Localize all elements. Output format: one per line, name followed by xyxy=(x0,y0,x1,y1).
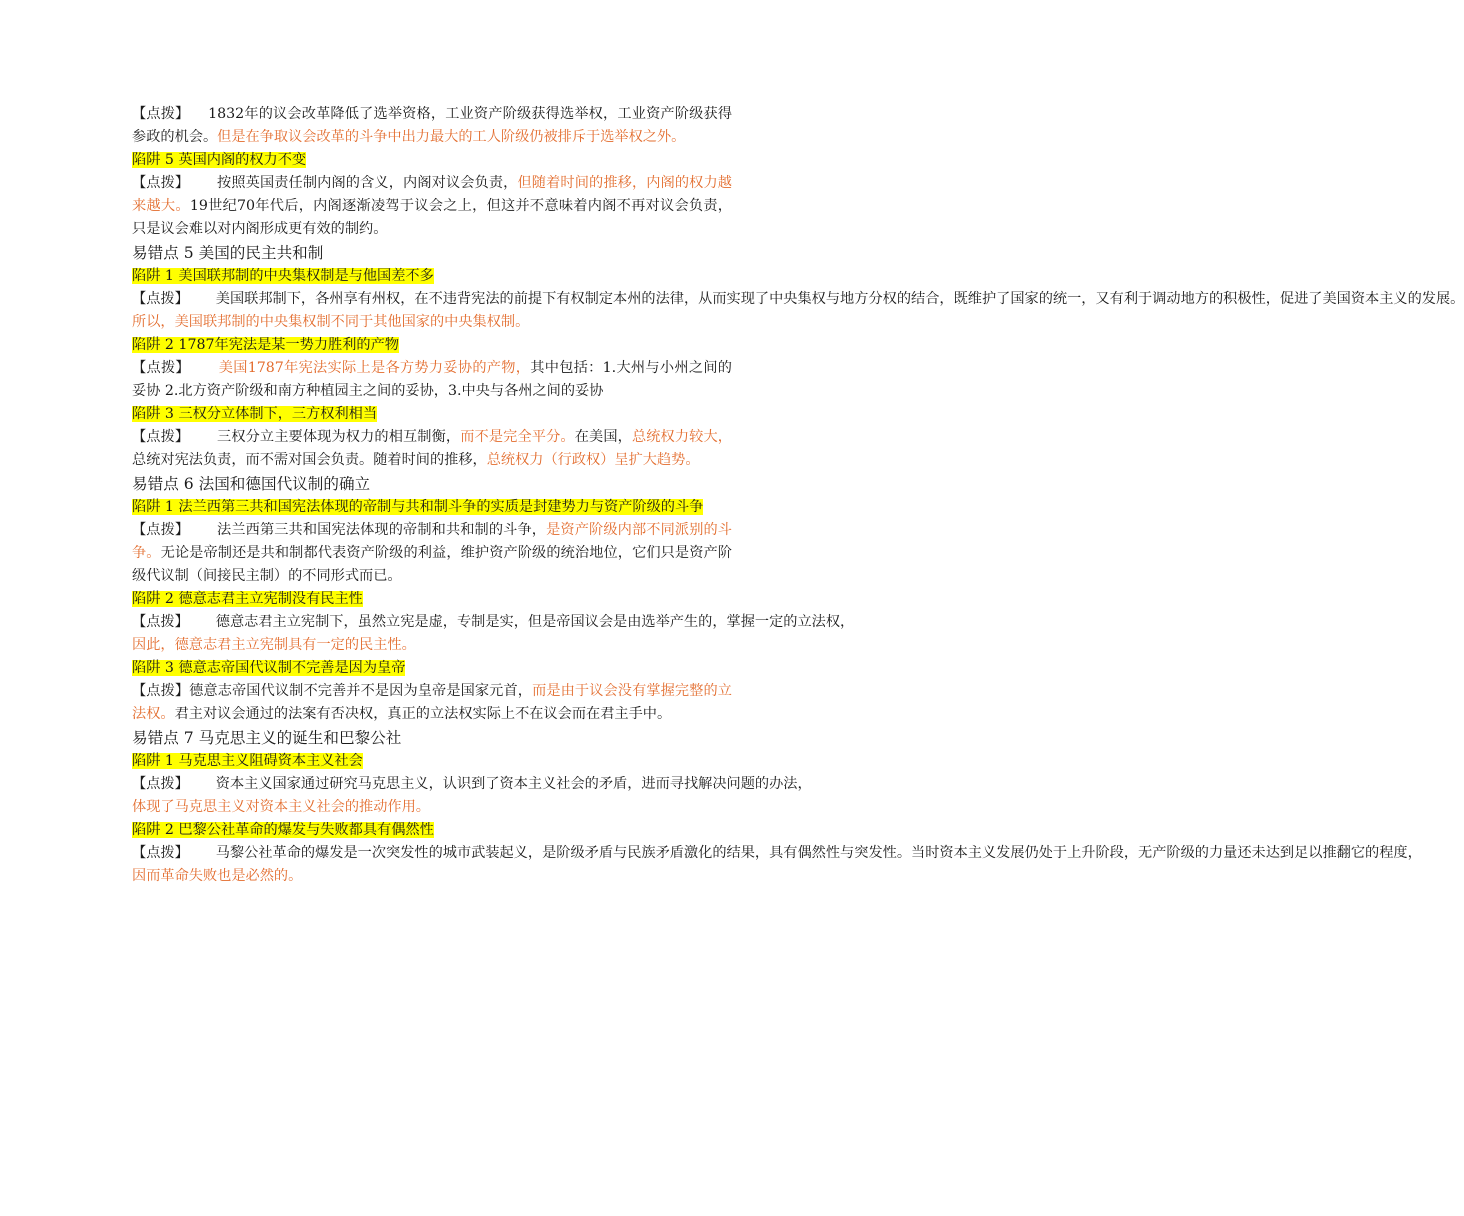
trap-heading xyxy=(132,819,732,842)
tip-emphasis: 因此，德意志君主立宪制具有一定的民主性。 xyxy=(132,637,416,653)
section-heading: 易错点 5 美国的民主共和制 xyxy=(132,244,324,262)
tip-emphasis: 但随着时间的推移，内阁的权力越来越大。 xyxy=(132,175,732,214)
tip-text: 【点拨】 xyxy=(132,106,209,122)
tip-emphasis: 是资产阶级内部不同派别的斗争。 xyxy=(132,522,732,561)
trap-label: 陷阱 2 德意志君主立宪制没有民主性 xyxy=(132,591,363,607)
trap-label: 陷阱 2 巴黎公社革命的爆发与失败都具有偶然性 xyxy=(132,822,434,838)
tip-paragraph xyxy=(132,103,732,149)
tip-text: 在美国， xyxy=(574,429,632,445)
section-heading: 易错点 7 马克思主义的诞生和巴黎公社 xyxy=(132,729,402,747)
tip-paragraph xyxy=(132,842,1422,888)
tip-text: 【点拨】 美国联邦制下，各州享有州权，在不违背宪法的前提下有权制定本州的法律，从而实现了中央集权与地方分权的结合，既维护了国家的统一，又有利于调动地方的积极性，促进了美国资本主义的发展。 xyxy=(132,291,1464,307)
trap-label: 陷阱 2 1787年宪法是某一势力胜利的产物 xyxy=(132,337,399,353)
trap-label: 陷阱 3 三权分立体制下，三方权利相当 xyxy=(132,406,378,422)
trap-label: 陷阱 1 法兰西第三共和国宪法体现的帝制与共和制斗争的实质是封建势力与资产阶级的斗争 xyxy=(132,499,704,515)
tip-text: 【点拨】 资本主义国家通过研究马克思主义，认识到了资本主义社会的矛盾，进而寻找解决问题的办法， xyxy=(132,776,812,792)
tip-text: 【点拨】 法兰西第三共和国宪法体现的帝制和共和制的斗争， xyxy=(132,522,547,538)
tip-text: 【点拨】 按照英国责任制内阁的含义，内阁对议会负责， xyxy=(132,175,518,191)
tip-emphasis: 而不是完全平分。 xyxy=(460,429,575,445)
tip-text: 【点拨】 德意志君主立宪制下，虽然立宪是虚，专制是实，但是帝国议会是由选举产生的，掌握一定的立法权， xyxy=(132,614,855,630)
tip-text: 1832年的议会改革降低了选举资格，工业资产阶级获得选举权，工业资产阶级获得参政的机会。 xyxy=(132,106,733,145)
tip-paragraph xyxy=(132,611,855,657)
tip-emphasis: 而是由于议会没有掌握完整的立法权。 xyxy=(132,683,732,722)
trap-label: 陷阱 1 马克思主义阻碍资本主义社会 xyxy=(132,753,363,769)
tip-emphasis: 总统权力（行政权）呈扩大趋势。 xyxy=(486,452,700,468)
trap-label: 陷阱 3 德意志帝国代议制不完善是因为皇帝 xyxy=(132,660,406,676)
tip-paragraph xyxy=(132,288,1464,334)
tip-text: 【点拨】德意志帝国代议制不完善并不是因为皇帝是国家元首， xyxy=(132,683,533,699)
tip-emphasis: 但是在争取议会改革的斗争中出力最大的工人阶级仍被排斥于选举权之外。 xyxy=(217,129,686,145)
tip-paragraph xyxy=(132,680,732,726)
document-content xyxy=(132,103,1464,888)
tip-paragraph xyxy=(132,357,732,403)
tip-text: 其中包括：1.大州与小州之间的妥协 2.北方资产阶级和南方种植园主之间的妥协，3.中央与各州之间的妥协 xyxy=(132,360,732,399)
tip-text: 【点拨】 马黎公社革命的爆发是一次突发性的城市武装起义，是阶级矛盾与民族矛盾激化的结果，具有偶然性与突发性。当时资本主义发展仍处于上升阶段，无产阶级的力量还未达到足以推翻它的程度， xyxy=(132,845,1422,861)
tip-text: 19世纪70年代后，内阁逐渐凌驾于议会之上，但这并不意味着内阁不再对议会负责，只是议会难以对内阁形成更有效的制约。 xyxy=(132,198,732,237)
tip-text: 君主对议会通过的法案有否决权，真正的立法权实际上不在议会而在君主手中。 xyxy=(174,706,672,722)
tip-emphasis: 因而革命失败也是必然的。 xyxy=(132,868,303,884)
tip-emphasis: 美国1787年宪法实际上是各方势力妥协的产物， xyxy=(218,360,531,376)
tip-emphasis: 总统权力较大， xyxy=(631,429,732,445)
tip-paragraph xyxy=(132,519,732,588)
tip-emphasis: 所以，美国联邦制的中央集权制不同于其他国家的中央集权制。 xyxy=(132,314,530,330)
trap-heading xyxy=(132,588,732,611)
section-heading: 易错点 6 法国和德国代议制的确立 xyxy=(132,475,371,493)
tip-emphasis: 体现了马克思主义对资本主义社会的推动作用。 xyxy=(132,799,430,815)
trap-heading xyxy=(132,334,732,357)
tip-paragraph xyxy=(132,172,732,241)
tip-text: 【点拨】 三权分立主要体现为权力的相互制衡， xyxy=(132,429,461,445)
tip-text: 【点拨】 xyxy=(132,360,219,376)
trap-heading xyxy=(132,750,732,773)
trap-heading xyxy=(132,265,732,288)
tip-paragraph xyxy=(132,426,732,472)
tip-text: 总统对宪法负责，而不需对国会负责。随着时间的推移， xyxy=(132,452,487,468)
trap-heading xyxy=(132,403,732,426)
trap-label: 陷阱 5 英国内阁的权力不变 xyxy=(132,152,307,168)
trap-heading xyxy=(132,496,732,519)
trap-heading xyxy=(132,657,732,680)
trap-label: 陷阱 1 美国联邦制的中央集权制是与他国差不多 xyxy=(132,268,434,284)
tip-text: 无论是帝制还是共和制都代表资产阶级的利益，维护资产阶级的统治地位，它们只是资产阶级代议制（间接民主制）的不同形式而已。 xyxy=(132,545,732,584)
tip-paragraph xyxy=(132,773,812,819)
trap-heading xyxy=(132,149,732,172)
